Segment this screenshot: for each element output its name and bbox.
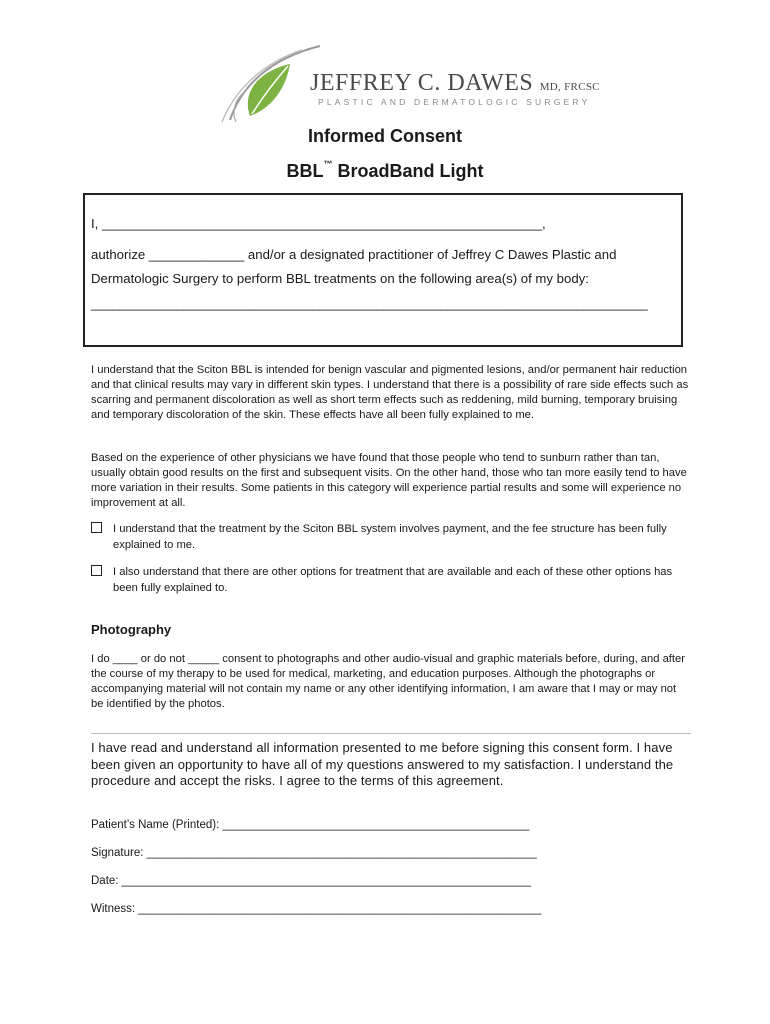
patient-name-field[interactable]: Patient’s Name (Printed): ________________________________________________ (91, 819, 530, 831)
logo-name (310, 70, 600, 97)
payment-checkbox-item[interactable] (91, 521, 691, 553)
authorize-line[interactable]: authorize _____________ and/or a designated practitioner of Jeffrey C Dawes Plastic and (91, 247, 617, 262)
acknowledgement-text: I have read and understand all information presented to me before signing this consent form. I have been given an opportunity to have all of my questions answered to my satisfaction. I understand the procedure and accept the risks. I agree to the terms of this agreement. (91, 740, 674, 788)
results-paragraph: Based on the experience of other physicians we have found that those people who tend to sunburn rather than tan, usually obtain good results on the first and subsequent visits. On the other hand, those who tan more easily tend to have more variation in their results. Some patients in this category will experience partial results and some will experience no improvement at all. (91, 452, 687, 509)
options-checkbox-label: I also understand that there are other options for treatment that are available and each of these other options has been fully explained to. (113, 566, 673, 594)
payment-checkbox-label: I understand that the treatment by the Sciton BBL system involves payment, and the fee structure has been fully explained to me. (113, 523, 667, 551)
document-subtitle (0, 161, 770, 182)
authorization-text: Dermatologic Surgery to perform BBL treatments on the following area(s) of my body: (91, 271, 589, 286)
document-title: Informed Consent (307, 126, 462, 146)
logo-tagline: PLASTIC AND DERMATOLOGIC SURGERY (318, 97, 591, 107)
side-effects-paragraph: I understand that the Sciton BBL is intended for benign vascular and pigmented lesions, and/or permanent hair reduction and that clinical results may vary in different skin types. I understand that there is a possibility of rare side effects such as scarring and permanent discoloration as well as short term effects such as reddening, mild burning, temporary bruising and temporary discoloration of the skin. These effects have all been fully explained to me. (91, 364, 689, 421)
logo-name-text: JEFFREY C. DAWES (310, 70, 534, 96)
logo-credentials: MD, FRCSC (539, 81, 600, 93)
options-checkbox[interactable] (91, 565, 102, 576)
divider (91, 733, 691, 734)
options-checkbox-item[interactable] (91, 564, 691, 596)
photography-heading: Photography (91, 622, 172, 637)
photography-paragraph: I do ____ or do not _____ consent to photographs and other audio-visual and graphic materials before, during, and after the course of my therapy to be used for medical, marketing, and education purposes. Although the photographs or accompanying material will not contain my name or any other identifying information, I am aware that I may or may not be identified by the photos. (91, 653, 685, 710)
trademark-mark: ™ (323, 159, 333, 169)
date-field[interactable]: Date: ________________________________________________________________ (91, 875, 532, 887)
leaf-logo-icon (212, 44, 322, 126)
subtitle-main: BBL (286, 161, 324, 181)
patient-name-line[interactable]: I, ____________________________________________________________, (91, 216, 546, 231)
payment-checkbox[interactable] (91, 522, 102, 533)
treatment-area-line[interactable]: ______________________________________________________________________________ (91, 296, 648, 311)
witness-field[interactable]: Witness: _______________________________________________________________ (91, 903, 542, 915)
subtitle-rest: BroadBand Light (332, 161, 484, 181)
signature-field[interactable]: Signature: _____________________________________________________________ (91, 847, 537, 859)
